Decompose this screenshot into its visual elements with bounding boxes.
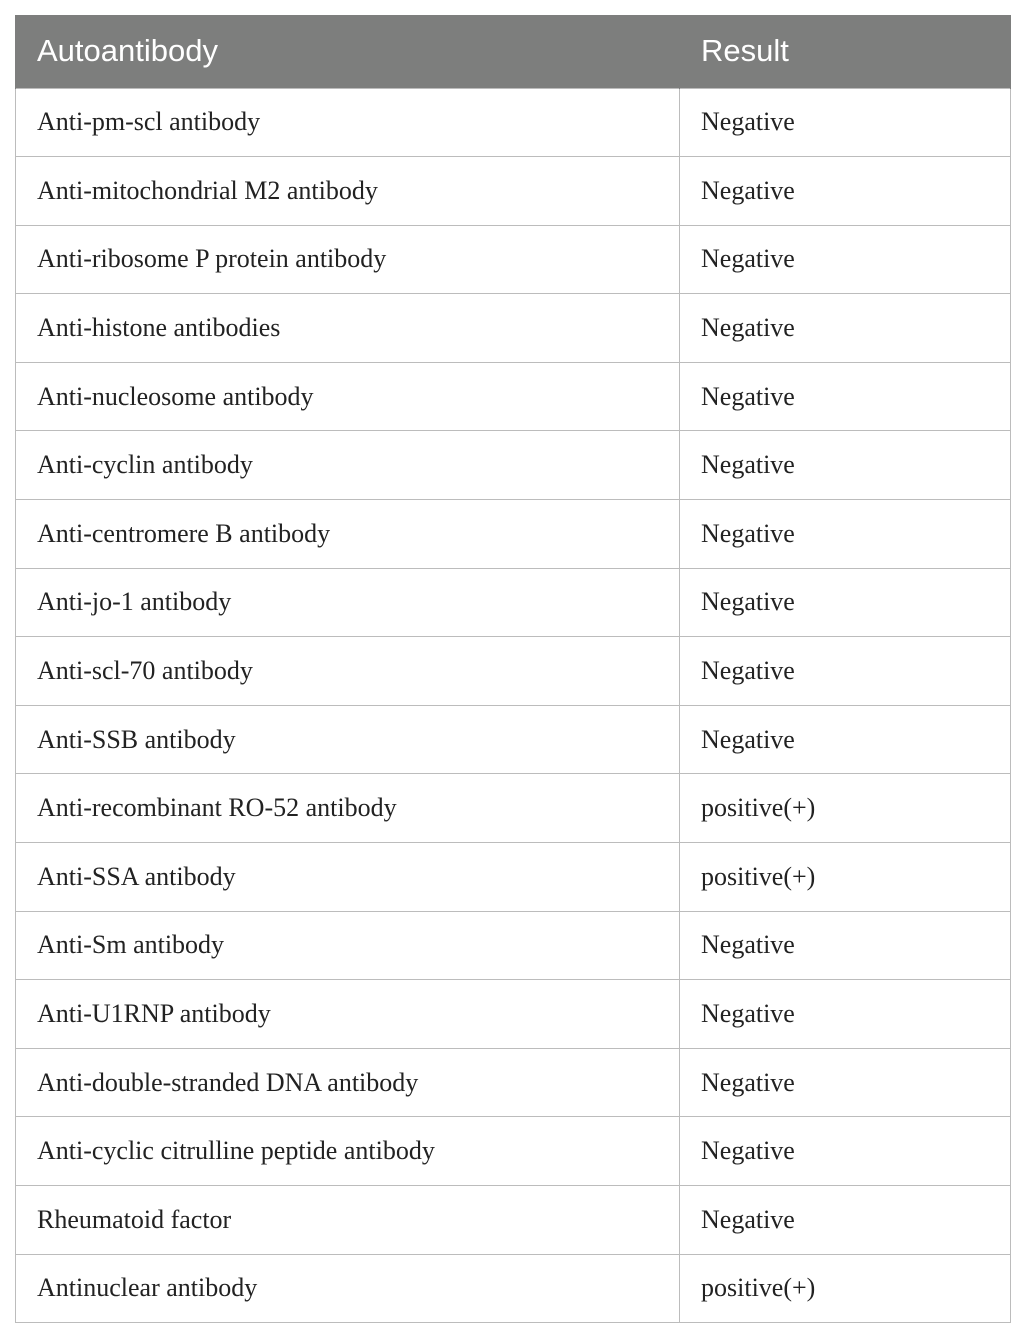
table-row	[16, 705, 1011, 774]
table-row	[16, 843, 1011, 912]
table-row	[16, 500, 1011, 569]
table-row	[16, 1186, 1011, 1255]
autoantibody-cell: Anti-nucleosome antibody	[16, 362, 680, 431]
autoantibody-cell: Anti-jo-1 antibody	[16, 568, 680, 637]
result-cell: Negative	[680, 294, 1011, 363]
result-cell: Negative	[680, 637, 1011, 706]
result-cell: positive(+)	[680, 774, 1011, 843]
table-row	[16, 774, 1011, 843]
header-result: Result	[680, 15, 1011, 88]
autoantibody-cell: Anti-scl-70 antibody	[16, 637, 680, 706]
autoantibody-cell: Anti-SSA antibody	[16, 843, 680, 912]
autoantibody-cell: Rheumatoid factor	[16, 1186, 680, 1255]
result-cell: Negative	[680, 980, 1011, 1049]
autoantibody-table	[15, 15, 1011, 1323]
autoantibody-cell: Anti-mitochondrial M2 antibody	[16, 157, 680, 226]
autoantibody-cell: Anti-recombinant RO-52 antibody	[16, 774, 680, 843]
table-body	[16, 88, 1011, 1323]
autoantibody-cell: Anti-ribosome P protein antibody	[16, 225, 680, 294]
autoantibody-cell: Anti-pm-scl antibody	[16, 88, 680, 157]
result-cell: Negative	[680, 1048, 1011, 1117]
autoantibody-cell: Anti-centromere B antibody	[16, 500, 680, 569]
table-row	[16, 1117, 1011, 1186]
result-cell: Negative	[680, 431, 1011, 500]
result-cell: Negative	[680, 705, 1011, 774]
autoantibody-cell: Antinuclear antibody	[16, 1254, 680, 1323]
table-row	[16, 911, 1011, 980]
table-row	[16, 1048, 1011, 1117]
autoantibody-table-container	[15, 15, 1010, 1323]
autoantibody-cell: Anti-double-stranded DNA antibody	[16, 1048, 680, 1117]
header-autoantibody: Autoantibody	[16, 15, 680, 88]
result-cell: Negative	[680, 1117, 1011, 1186]
result-cell: Negative	[680, 568, 1011, 637]
table-row	[16, 431, 1011, 500]
table-row	[16, 1254, 1011, 1323]
result-cell: Negative	[680, 500, 1011, 569]
autoantibody-cell: Anti-cyclic citrulline peptide antibody	[16, 1117, 680, 1186]
table-row	[16, 88, 1011, 157]
autoantibody-cell: Anti-SSB antibody	[16, 705, 680, 774]
result-cell: Negative	[680, 157, 1011, 226]
table-row	[16, 637, 1011, 706]
result-cell: Negative	[680, 1186, 1011, 1255]
autoantibody-cell: Anti-cyclin antibody	[16, 431, 680, 500]
result-cell: positive(+)	[680, 843, 1011, 912]
table-row	[16, 294, 1011, 363]
autoantibody-cell: Anti-Sm antibody	[16, 911, 680, 980]
autoantibody-cell: Anti-U1RNP antibody	[16, 980, 680, 1049]
table-row	[16, 362, 1011, 431]
result-cell: Negative	[680, 362, 1011, 431]
header-row	[16, 15, 1011, 88]
result-cell: Negative	[680, 911, 1011, 980]
table-row	[16, 225, 1011, 294]
autoantibody-cell: Anti-histone antibodies	[16, 294, 680, 363]
table-header	[16, 15, 1011, 88]
result-cell: Negative	[680, 88, 1011, 157]
table-row	[16, 568, 1011, 637]
table-row	[16, 980, 1011, 1049]
result-cell: positive(+)	[680, 1254, 1011, 1323]
result-cell: Negative	[680, 225, 1011, 294]
table-row	[16, 157, 1011, 226]
